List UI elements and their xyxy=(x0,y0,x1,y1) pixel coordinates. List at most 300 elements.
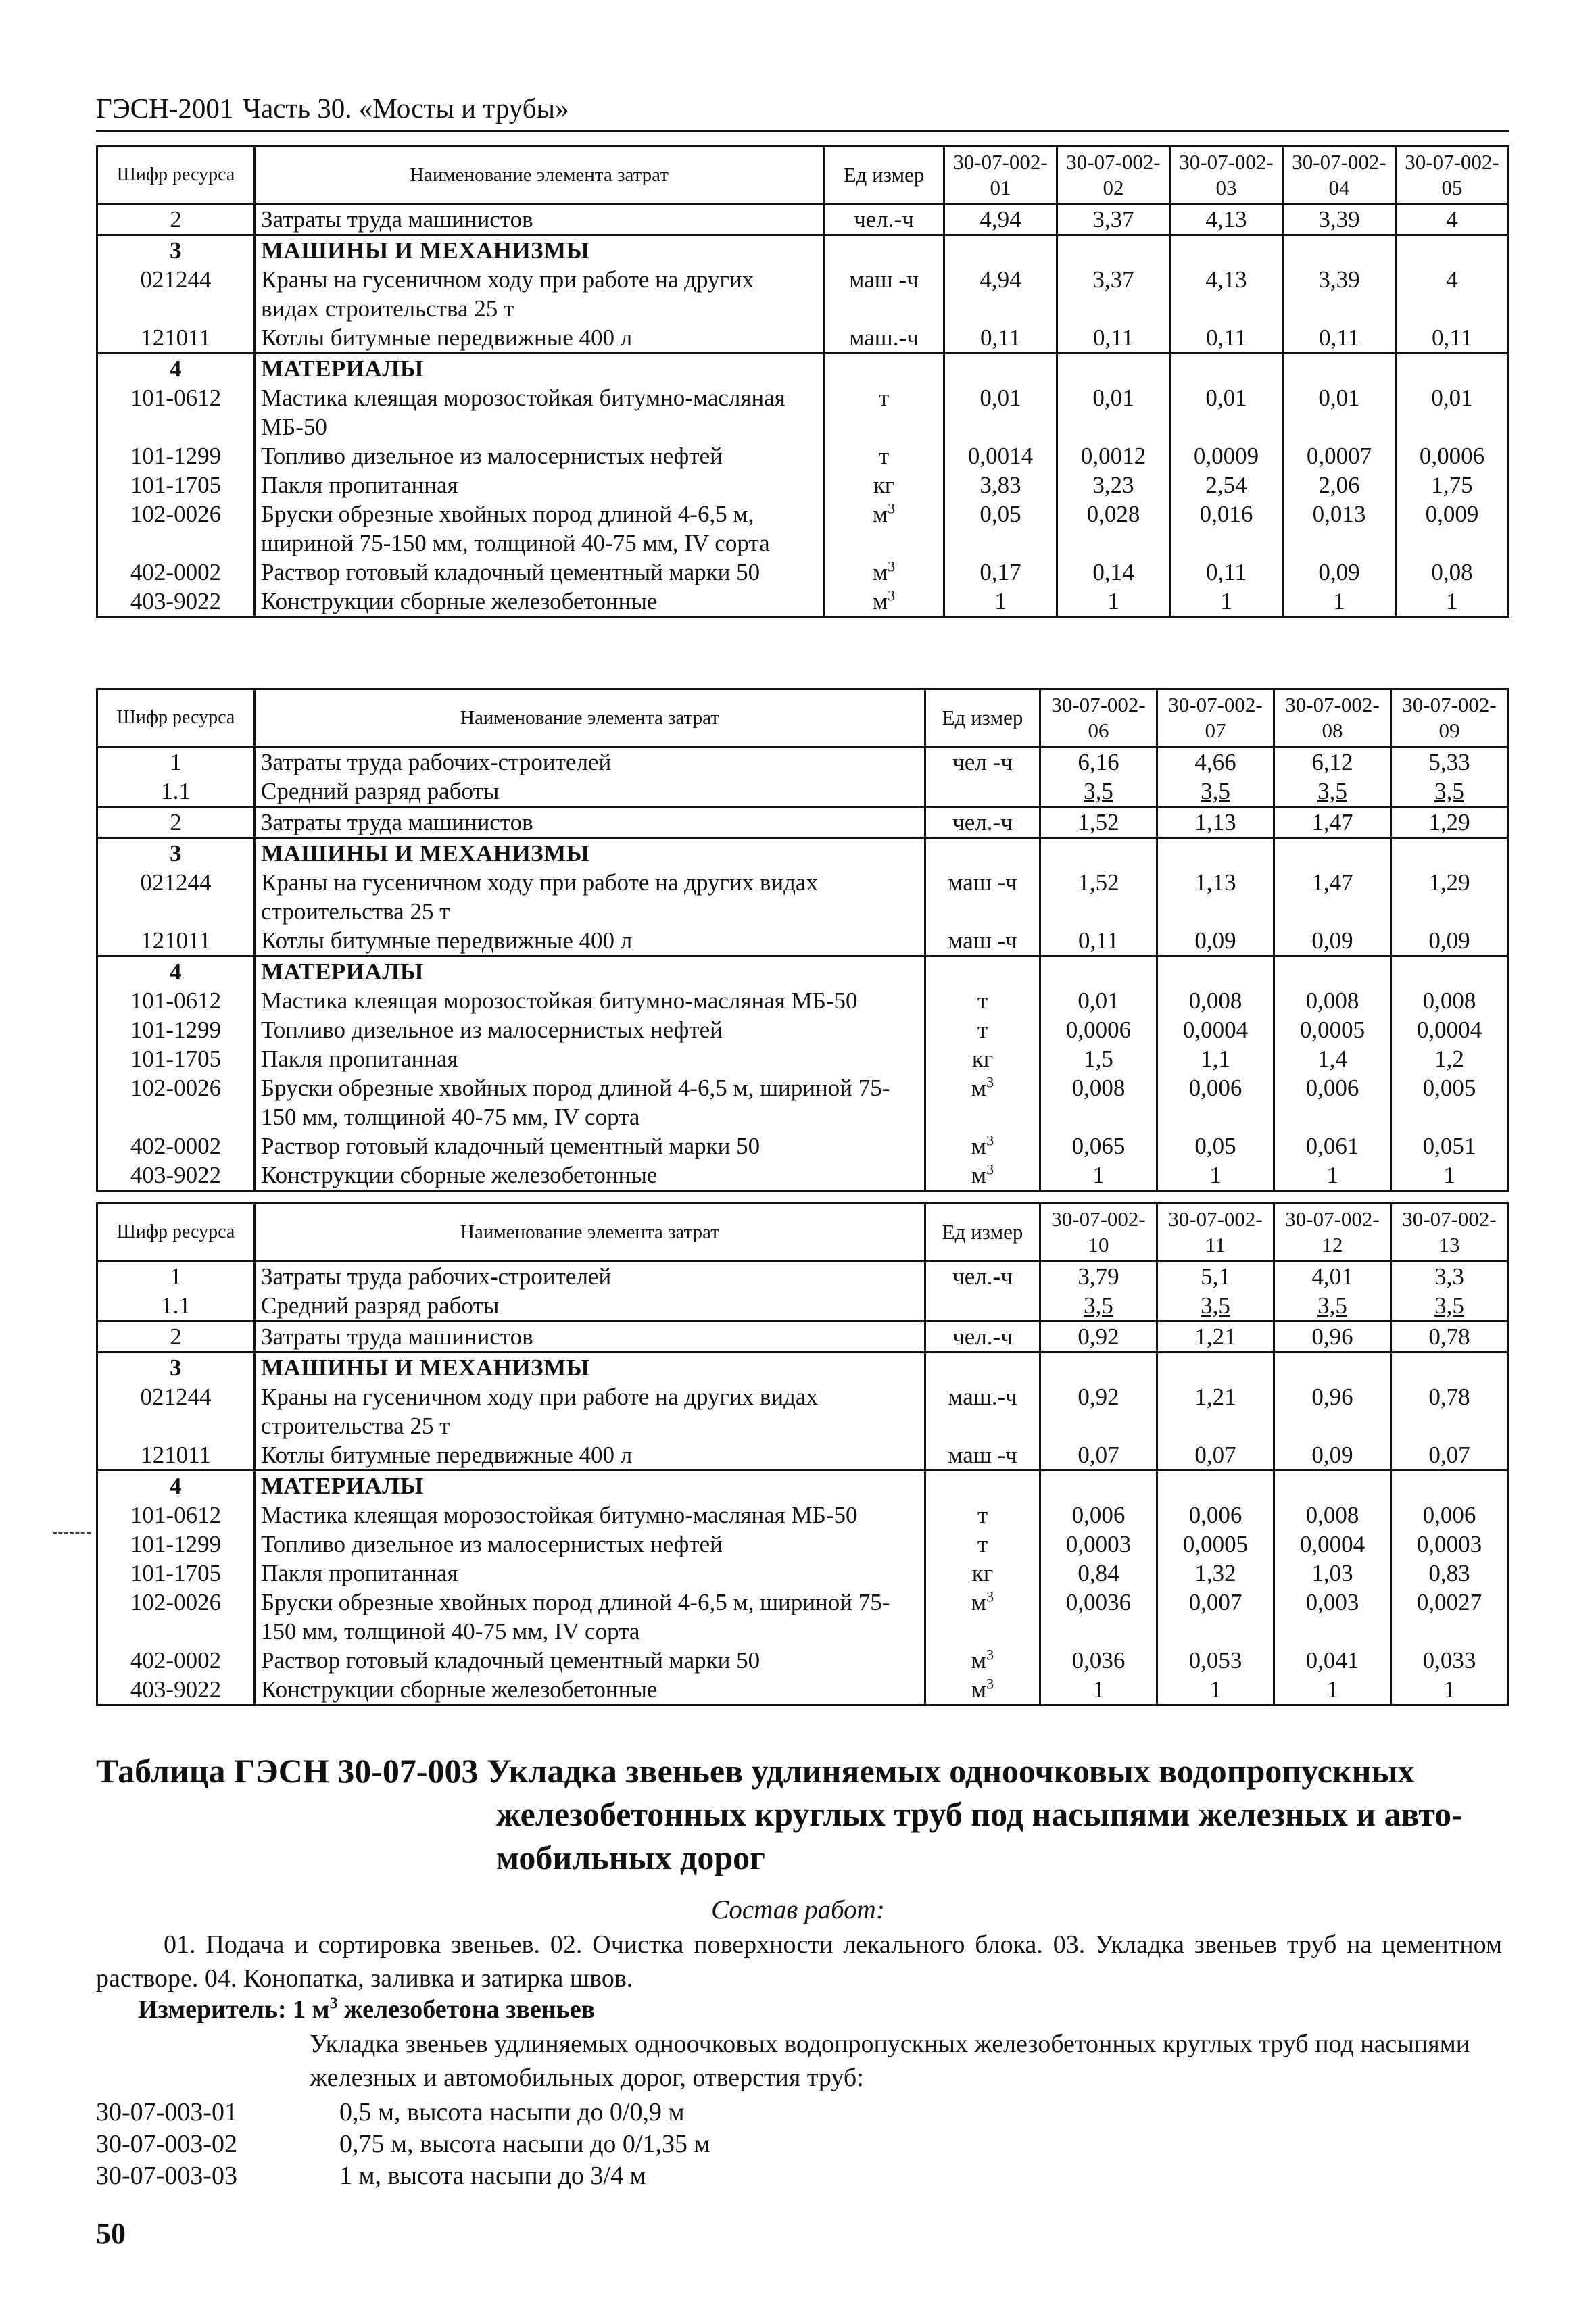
resource-name: Раствор готовый кладочный цементный марки 50 xyxy=(255,558,824,587)
norm-value: 0,009 xyxy=(1396,499,1509,558)
resource-name: Пакля пропитанная xyxy=(255,1044,925,1073)
resource-row xyxy=(97,807,1508,838)
norm-value: 0,006 xyxy=(1040,1501,1157,1530)
section-row xyxy=(97,838,1508,869)
norm-value: 3,5 xyxy=(1274,777,1391,807)
norm-value xyxy=(1283,354,1396,384)
section-title: МАТЕРИАЛЫ xyxy=(255,1471,925,1501)
resource-row xyxy=(97,204,1509,235)
norm-value: 1,03 xyxy=(1274,1559,1391,1588)
resource-name: Средний разряд работы xyxy=(255,1291,925,1321)
norm-value xyxy=(1157,838,1274,869)
norm-value: 0,09 xyxy=(1274,1440,1391,1471)
resource-row xyxy=(97,1073,1508,1131)
page-header xyxy=(96,92,1509,132)
document-part: Часть 30. «Мосты и трубы» xyxy=(243,93,569,124)
norm-value: 4 xyxy=(1396,204,1509,235)
column-header-norm-code: 30-07-002-08 xyxy=(1274,689,1391,747)
section-row xyxy=(97,956,1508,987)
resource-code: 121011 xyxy=(97,926,255,956)
resource-name: Мастика клеящая морозостойкая битумно-масляная МБ-50 xyxy=(255,1501,925,1530)
resource-code: 2 xyxy=(97,1321,255,1353)
resource-unit xyxy=(925,1291,1040,1321)
resource-name: Затраты труда машинистов xyxy=(255,1321,925,1353)
norm-value: 1 xyxy=(1157,1675,1274,1705)
resource-unit xyxy=(925,1675,1040,1705)
resource-code: 121011 xyxy=(97,323,255,354)
norm-value: 1 xyxy=(1274,1675,1391,1705)
unit-text: м xyxy=(971,1647,987,1674)
margin-mark xyxy=(53,1532,91,1534)
norm-value: 0,0006 xyxy=(1040,1015,1157,1044)
column-header-name: Наименование элемента затрат xyxy=(255,147,824,204)
resource-code: 2 xyxy=(97,807,255,838)
resource-name: Конструкции сборные железобетонные xyxy=(255,587,824,617)
column-header-cipher: Шифр ресурса xyxy=(97,147,255,204)
resource-unit xyxy=(824,383,944,441)
unit-superscript: 3 xyxy=(986,1073,994,1091)
norm-value: 0,0004 xyxy=(1391,1015,1508,1044)
variant-row xyxy=(96,2160,646,2191)
resource-code: 402-0002 xyxy=(97,1131,255,1161)
norm-value: 0,09 xyxy=(1157,926,1274,956)
norm-value: 0,0027 xyxy=(1391,1588,1508,1646)
norm-value: 1,1 xyxy=(1157,1044,1274,1073)
resource-unit xyxy=(925,747,1040,777)
norm-value xyxy=(1391,838,1508,869)
unit-text: м xyxy=(971,1162,987,1188)
norm-value: 5,1 xyxy=(1157,1261,1274,1292)
resource-code: 4 xyxy=(97,1471,255,1501)
norm-value xyxy=(1283,235,1396,266)
norm-value: 3,5 xyxy=(1274,1291,1391,1321)
resource-unit xyxy=(925,1382,1040,1440)
norm-value: 1 xyxy=(1274,1161,1391,1191)
resource-code: 402-0002 xyxy=(97,558,255,587)
resource-code: 102-0026 xyxy=(97,1073,255,1131)
unit-superscript: 3 xyxy=(986,1675,994,1692)
norm-value: 6,12 xyxy=(1274,747,1391,777)
resource-code: 101-0612 xyxy=(97,986,255,1015)
norm-value: 1 xyxy=(1283,587,1396,617)
resource-unit xyxy=(824,354,944,384)
resource-unit xyxy=(925,1131,1040,1161)
norm-value: 0,0036 xyxy=(1040,1588,1157,1646)
norm-value: 0,96 xyxy=(1274,1382,1391,1440)
resource-code: 121011 xyxy=(97,1440,255,1471)
norm-value xyxy=(1157,956,1274,987)
norm-value xyxy=(1170,235,1283,266)
norm-value: 0,006 xyxy=(1274,1073,1391,1131)
resource-row xyxy=(97,1131,1508,1161)
unit-text: м xyxy=(971,1133,987,1159)
unit-text: маш.-ч xyxy=(948,1384,1017,1410)
resource-name: Котлы битумные передвижные 400 л xyxy=(255,926,925,956)
resource-code: 102-0026 xyxy=(97,499,255,558)
resource-name: Пакля пропитанная xyxy=(255,1559,925,1588)
norm-value: 1,13 xyxy=(1157,868,1274,926)
resource-unit xyxy=(925,1501,1040,1530)
norm-value: 4,13 xyxy=(1170,265,1283,323)
norm-value: 0,08 xyxy=(1396,558,1509,587)
resource-unit xyxy=(925,868,1040,926)
unit-text: чел.-ч xyxy=(952,1323,1013,1350)
norm-value xyxy=(1040,956,1157,987)
unit-text: т xyxy=(977,1502,988,1528)
resource-row xyxy=(97,1261,1508,1292)
norm-value: 0,0005 xyxy=(1274,1015,1391,1044)
norm-value: 0,11 xyxy=(1396,323,1509,354)
resource-row xyxy=(97,1291,1508,1321)
column-header-norm-code: 30-07-002-09 xyxy=(1391,689,1508,747)
norm-value: 0,01 xyxy=(1283,383,1396,441)
norm-value: 0,07 xyxy=(1040,1440,1157,1471)
resource-code: 1 xyxy=(97,747,255,777)
variant-row xyxy=(96,2128,710,2160)
norm-value: 2,54 xyxy=(1170,470,1283,499)
norm-value: 1 xyxy=(1040,1161,1157,1191)
norm-value: 0,041 xyxy=(1274,1646,1391,1675)
norm-value: 0,83 xyxy=(1391,1559,1508,1588)
variant-code: 30-07-003-03 xyxy=(96,2162,237,2190)
norm-value: 1 xyxy=(1170,587,1283,617)
unit-text: м xyxy=(872,588,888,614)
resource-code: 101-1299 xyxy=(97,1530,255,1559)
norm-value: 0,053 xyxy=(1157,1646,1274,1675)
resource-row xyxy=(97,558,1509,587)
unit-text: кг xyxy=(971,1560,994,1586)
resource-name: Конструкции сборные железобетонные xyxy=(255,1161,925,1191)
resource-unit xyxy=(925,807,1040,838)
column-header-norm-code: 30-07-002-06 xyxy=(1040,689,1157,747)
resource-row xyxy=(97,441,1509,470)
norm-value: 0,065 xyxy=(1040,1131,1157,1161)
resource-row xyxy=(97,1015,1508,1044)
norm-value: 1,21 xyxy=(1157,1321,1274,1353)
resource-code: 2 xyxy=(97,204,255,235)
norm-value: 6,16 xyxy=(1040,747,1157,777)
column-header-norm-code: 30-07-002-13 xyxy=(1391,1204,1508,1261)
resource-code: 403-9022 xyxy=(97,1675,255,1705)
resource-unit xyxy=(925,926,1040,956)
norm-value: 0,007 xyxy=(1157,1588,1274,1646)
resource-row xyxy=(97,926,1508,956)
norm-value: 0,008 xyxy=(1274,1501,1391,1530)
resource-table-2 xyxy=(96,688,1509,1192)
resource-unit xyxy=(925,1440,1040,1471)
norm-value xyxy=(1040,1353,1157,1383)
norm-value: 0,09 xyxy=(1391,926,1508,956)
resource-table-3 xyxy=(96,1202,1509,1706)
unit-text: маш.-ч xyxy=(849,324,919,351)
resource-name: Затраты труда рабочих-строителей xyxy=(255,1261,925,1292)
norm-value: 0,0014 xyxy=(944,441,1057,470)
resource-code: 102-0026 xyxy=(97,1588,255,1646)
resource-name: Пакля пропитанная xyxy=(255,470,824,499)
norm-value: 1 xyxy=(1391,1675,1508,1705)
norm-value: 0,028 xyxy=(1057,499,1170,558)
unit-text: т xyxy=(977,1017,988,1043)
resource-unit xyxy=(925,1353,1040,1383)
norm-value xyxy=(1057,354,1170,384)
norm-value: 5,33 xyxy=(1391,747,1508,777)
norm-value: 0,061 xyxy=(1274,1131,1391,1161)
resource-code: 101-0612 xyxy=(97,383,255,441)
unit-text: чел.-ч xyxy=(952,809,1013,835)
norm-value xyxy=(1391,956,1508,987)
norm-value: 0,78 xyxy=(1391,1321,1508,1353)
norm-value: 0,0003 xyxy=(1040,1530,1157,1559)
norm-value: 3,5 xyxy=(1157,777,1274,807)
meter-unit-sup: 3 xyxy=(329,1995,338,2013)
column-header-unit: Ед измер xyxy=(824,147,944,204)
resource-name: Бруски обрезные хвойных пород длиной 4-6,5 м, шириной 75-150 мм, толщиной 40-75 мм, IV сорта xyxy=(255,499,824,558)
resource-unit xyxy=(925,838,1040,869)
norm-value: 3,5 xyxy=(1391,777,1508,807)
resource-row xyxy=(97,868,1508,926)
resource-unit xyxy=(824,470,944,499)
resource-unit xyxy=(925,1588,1040,1646)
section-title: МАШИНЫ И МЕХАНИЗМЫ xyxy=(255,235,824,266)
norm-value: 4,94 xyxy=(944,204,1057,235)
variant-text: 0,75 м, высота насыпи до 0/1,35 м xyxy=(339,2130,710,2158)
table-title-line-1: Таблица ГЭСН 30-07-003 Укладка звеньев удлиняемых одноочковых водопропускных xyxy=(96,1752,1415,1790)
resource-name: Топливо дизельное из малосернистых нефтей xyxy=(255,1015,925,1044)
variant-row xyxy=(96,2097,685,2128)
unit-text: чел -ч xyxy=(952,749,1013,775)
norm-value: 1 xyxy=(1157,1161,1274,1191)
resource-code: 1.1 xyxy=(97,1291,255,1321)
norm-value: 3,37 xyxy=(1057,265,1170,323)
section-row xyxy=(97,354,1509,384)
resource-table-1 xyxy=(96,145,1509,618)
norm-value: 0,84 xyxy=(1040,1559,1157,1588)
meter-unit-rest: железобетона звеньев xyxy=(344,1995,596,2024)
norm-value: 0,006 xyxy=(1157,1501,1274,1530)
resource-name: Затраты труда машинистов xyxy=(255,807,925,838)
column-header-unit: Ед измер xyxy=(925,1204,1040,1261)
resource-code: 021244 xyxy=(97,265,255,323)
unit-superscript: 3 xyxy=(986,1646,994,1663)
norm-value: 0,11 xyxy=(1057,323,1170,354)
section-title: МАШИНЫ И МЕХАНИЗМЫ xyxy=(255,1353,925,1383)
norm-value: 1,5 xyxy=(1040,1044,1157,1073)
section-row xyxy=(97,235,1509,266)
resource-row xyxy=(97,747,1508,777)
norm-value: 3,5 xyxy=(1391,1291,1508,1321)
resource-unit xyxy=(925,1530,1040,1559)
norm-value: 0,05 xyxy=(1157,1131,1274,1161)
meter-label: Измеритель: xyxy=(138,1995,287,2024)
norm-value xyxy=(1040,838,1157,869)
norm-value xyxy=(1040,1471,1157,1501)
norm-value: 0,0009 xyxy=(1170,441,1283,470)
norm-value: 3,39 xyxy=(1283,204,1396,235)
unit-text: маш -ч xyxy=(948,1442,1017,1468)
norm-value: 1 xyxy=(944,587,1057,617)
norm-value: 0,09 xyxy=(1283,558,1396,587)
norm-value: 0,96 xyxy=(1274,1321,1391,1353)
table-title xyxy=(96,1749,1522,1879)
resource-name: Бруски обрезные хвойных пород длиной 4-6,5 м, шириной 75-150 мм, толщиной 40-75 мм, IV сорта xyxy=(255,1588,925,1646)
resource-unit xyxy=(824,204,944,235)
norm-value: 0,11 xyxy=(1283,323,1396,354)
norm-value: 2,06 xyxy=(1283,470,1396,499)
norm-value: 3,39 xyxy=(1283,265,1396,323)
resource-row xyxy=(97,1588,1508,1646)
norm-value xyxy=(1274,1471,1391,1501)
norm-value: 0,92 xyxy=(1040,1382,1157,1440)
resource-name: Топливо дизельное из малосернистых нефтей xyxy=(255,1530,925,1559)
resource-unit xyxy=(925,1044,1040,1073)
norm-value xyxy=(1396,354,1509,384)
norm-value xyxy=(1057,235,1170,266)
resource-unit xyxy=(925,1161,1040,1191)
resource-name: Раствор готовый кладочный цементный марки 50 xyxy=(255,1646,925,1675)
unit-text: т xyxy=(977,988,988,1014)
norm-value xyxy=(1274,1353,1391,1383)
column-header-cipher: Шифр ресурса xyxy=(97,1204,255,1261)
norm-value: 0,78 xyxy=(1391,1382,1508,1440)
section-title: МАТЕРИАЛЫ xyxy=(255,956,925,987)
norm-value: 1,52 xyxy=(1040,868,1157,926)
norm-value: 0,051 xyxy=(1391,1131,1508,1161)
resource-unit xyxy=(824,587,944,617)
norm-value: 3,5 xyxy=(1157,1291,1274,1321)
section-row xyxy=(97,1471,1508,1501)
resource-row xyxy=(97,470,1509,499)
norm-value: 0,008 xyxy=(1274,986,1391,1015)
unit-text: маш -ч xyxy=(849,266,919,293)
norm-value: 1,21 xyxy=(1157,1382,1274,1440)
resource-unit xyxy=(824,499,944,558)
resource-code: 403-9022 xyxy=(97,1161,255,1191)
norm-value: 3,5 xyxy=(1040,777,1157,807)
norm-value: 0,006 xyxy=(1157,1073,1274,1131)
resource-name: Котлы битумные передвижные 400 л xyxy=(255,323,824,354)
norm-value: 1 xyxy=(1040,1675,1157,1705)
norm-value: 0,003 xyxy=(1274,1588,1391,1646)
norm-value: 0,0007 xyxy=(1283,441,1396,470)
resource-row xyxy=(97,1675,1508,1705)
norm-value: 4,94 xyxy=(944,265,1057,323)
unit-superscript: 3 xyxy=(888,558,896,575)
resource-unit xyxy=(925,1471,1040,1501)
resource-name: Краны на гусеничном ходу при работе на других видах строительства 25 т xyxy=(255,868,925,926)
norm-value xyxy=(1396,235,1509,266)
resource-row xyxy=(97,1501,1508,1530)
resource-name: Мастика клеящая морозостойкая битумно-масляная МБ-50 xyxy=(255,383,824,441)
resource-code: 101-1299 xyxy=(97,441,255,470)
column-header-name: Наименование элемента затрат xyxy=(255,689,925,747)
resource-code: 101-1705 xyxy=(97,1559,255,1588)
norm-value: 0,01 xyxy=(1040,986,1157,1015)
unit-superscript: 3 xyxy=(986,1588,994,1605)
column-header-name: Наименование элемента затрат xyxy=(255,1204,925,1261)
resource-row xyxy=(97,1559,1508,1588)
table-header-row xyxy=(97,147,1509,204)
resource-unit xyxy=(824,323,944,354)
variant-text: 0,5 м, высота насыпи до 0/0,9 м xyxy=(339,2098,685,2126)
table-header-row xyxy=(97,1204,1508,1261)
work-composition-text: 01. Подача и сортировка звеньев. 02. Очистка поверхности лекального блока. 03. Укладка звеньев труб на цементном растворе. 04. Конопатка, заливка и затирка швов. xyxy=(96,1930,1502,1993)
norm-value: 3,23 xyxy=(1057,470,1170,499)
resource-name: Раствор готовый кладочный цементный марки 50 xyxy=(255,1131,925,1161)
norm-value: 0,11 xyxy=(1170,558,1283,587)
norm-value xyxy=(1274,956,1391,987)
norm-value: 0,09 xyxy=(1274,926,1391,956)
table-title-line-3: мобильных дорог xyxy=(496,1838,765,1876)
column-header-cipher: Шифр ресурса xyxy=(97,689,255,747)
unit-text: м xyxy=(872,559,888,585)
resource-row xyxy=(97,383,1509,441)
norm-value: 0,008 xyxy=(1157,986,1274,1015)
column-header-norm-code: 30-07-002-04 xyxy=(1283,147,1396,204)
norm-value: 4,13 xyxy=(1170,204,1283,235)
norm-value: 3,79 xyxy=(1040,1261,1157,1292)
resource-code: 3 xyxy=(97,1353,255,1383)
column-header-unit: Ед измер xyxy=(925,689,1040,747)
resource-code: 021244 xyxy=(97,1382,255,1440)
norm-value: 1,47 xyxy=(1274,807,1391,838)
norm-value: 3,37 xyxy=(1057,204,1170,235)
norm-value xyxy=(1391,1471,1508,1501)
norm-value: 0,92 xyxy=(1040,1321,1157,1353)
table-header-row xyxy=(97,689,1508,747)
norm-value xyxy=(944,235,1057,266)
resource-name: Затраты труда машинистов xyxy=(255,204,824,235)
norm-value: 3,3 xyxy=(1391,1261,1508,1292)
variant-code: 30-07-003-01 xyxy=(96,2098,237,2126)
norm-value: 0,013 xyxy=(1283,499,1396,558)
unit-text: м xyxy=(971,1589,987,1615)
norm-value: 0,01 xyxy=(1057,383,1170,441)
norm-value: 3,83 xyxy=(944,470,1057,499)
norm-value: 1,13 xyxy=(1157,807,1274,838)
meter-line xyxy=(138,1994,595,2025)
section-row xyxy=(97,1353,1508,1383)
unit-text: м xyxy=(971,1676,987,1703)
norm-value: 1,29 xyxy=(1391,807,1508,838)
norm-value: 0,11 xyxy=(1170,323,1283,354)
norm-value: 0,005 xyxy=(1391,1073,1508,1131)
norm-value: 1 xyxy=(1396,587,1509,617)
meter-value: 1 м xyxy=(293,1995,330,2024)
norm-value: 1,32 xyxy=(1157,1559,1274,1588)
norm-value xyxy=(1391,1353,1508,1383)
resource-name: Мастика клеящая морозостойкая битумно-масляная МБ-50 xyxy=(255,986,925,1015)
norm-value: 4,01 xyxy=(1274,1261,1391,1292)
unit-text: кг xyxy=(971,1046,994,1072)
norm-value: 4,66 xyxy=(1157,747,1274,777)
norm-value: 3,5 xyxy=(1040,1291,1157,1321)
resource-name: Краны на гусеничном ходу при работе на других видах строительства 25 т xyxy=(255,1382,925,1440)
resource-unit xyxy=(925,1321,1040,1353)
norm-value xyxy=(1274,838,1391,869)
resource-code: 1 xyxy=(97,1261,255,1292)
resource-name: Топливо дизельное из малосернистых нефтей xyxy=(255,441,824,470)
variant-text: 1 м, высота насыпи до 3/4 м xyxy=(339,2162,646,2190)
resource-unit xyxy=(925,1261,1040,1292)
norm-value: 0,07 xyxy=(1391,1440,1508,1471)
column-header-norm-code: 30-07-002-01 xyxy=(944,147,1057,204)
resource-row xyxy=(97,499,1509,558)
resource-row xyxy=(97,1161,1508,1191)
unit-text: т xyxy=(878,443,890,469)
column-header-norm-code: 30-07-002-12 xyxy=(1274,1204,1391,1261)
resource-code: 3 xyxy=(97,838,255,869)
resource-unit xyxy=(824,265,944,323)
